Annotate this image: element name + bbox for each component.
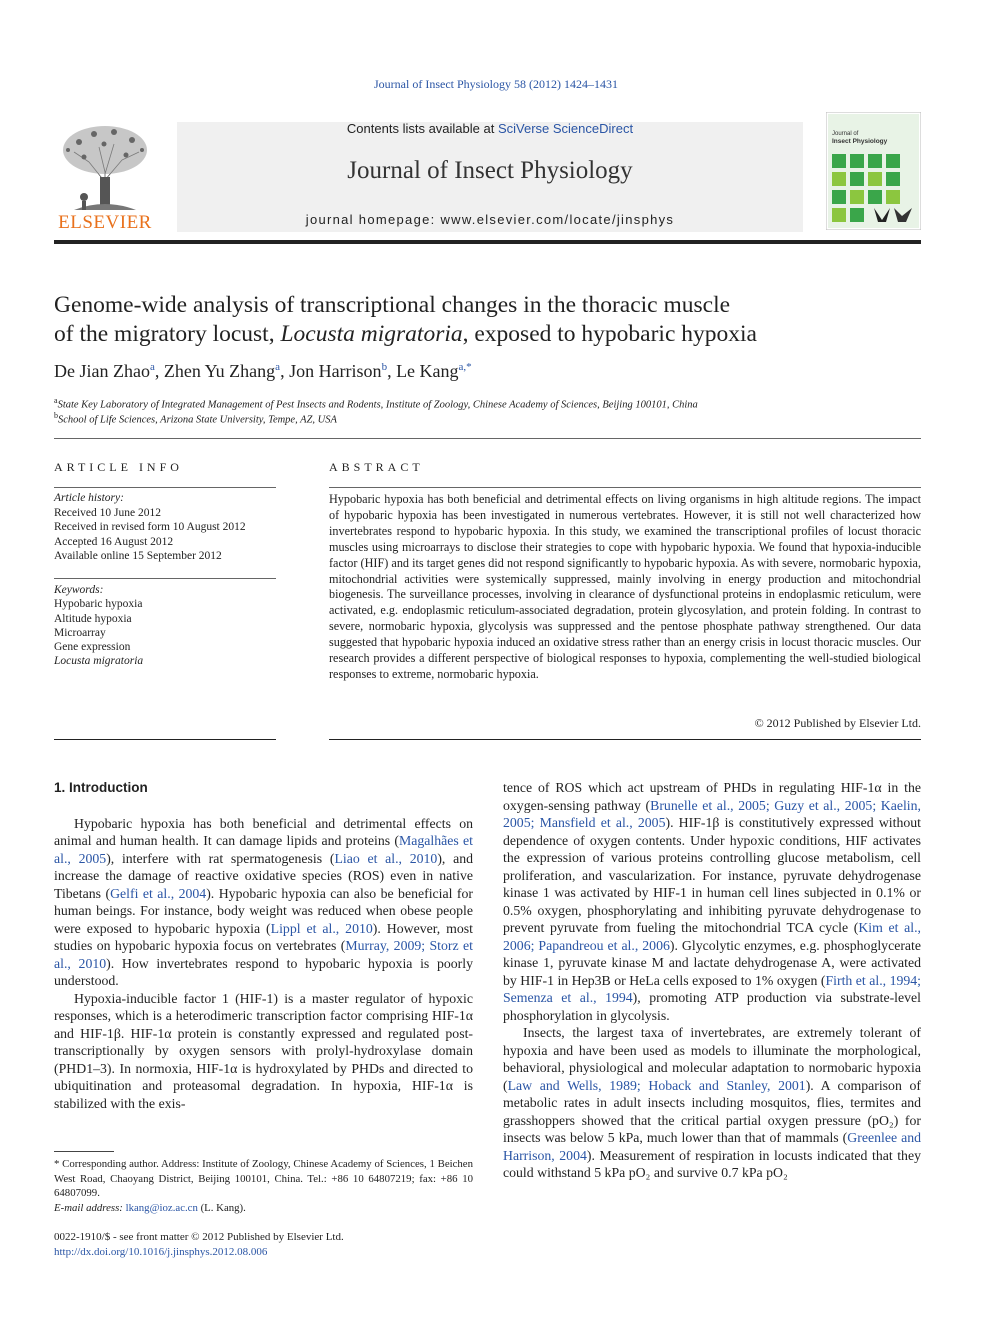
body-column-right	[503, 779, 921, 1182]
title-species: Locusta migratoria	[280, 321, 463, 347]
citation-link[interactable]: Gelfi et al., 2004	[110, 885, 207, 901]
divider	[54, 438, 921, 439]
contents-line	[177, 121, 803, 136]
affiliation-b	[54, 411, 924, 426]
cover-title-line1: Journal of	[832, 131, 859, 137]
citation-link[interactable]: Lippl et al., 2010	[270, 920, 373, 936]
sciencedirect-link[interactable]: SciVerse ScienceDirect	[497, 121, 634, 136]
keywords	[54, 583, 276, 669]
journal-reference[interactable]: Journal of Insect Physiology 58 (2012) 1424–1431	[374, 77, 618, 91]
history-label: Article history:	[54, 492, 124, 504]
history-item: Received 10 June 2012	[54, 506, 161, 519]
affil-mark: b	[54, 411, 58, 420]
divider	[54, 578, 276, 579]
affiliation-a	[54, 396, 924, 411]
contents-prefix: Contents lists available at	[346, 121, 498, 136]
keyword: Altitude hypoxia	[54, 612, 132, 625]
journal-homepage[interactable]: journal homepage: www.elsevier.com/locate/jinsphys	[305, 212, 675, 227]
paragraph: tence of ROS which act upstream of PHDs in regulating HIF-1α in the oxygen-sensing pathway (Brunelle et al., 2005; Guzy et al., 2005; Kaelin, 2005; Mansfield et al., 2005). HIF-1β is constitutively expressed without dependence of oxygen contents. Under hypoxic conditions, HIF activates the expression of various proteins controlling glucose metabolism, cell proliferation, and vascularization. For instance, pyruvate dehydrogenase kinase 1 was activated by HIF-1 in human cell lines subjected in 0.1% or 0.5% oxygen, phosphorylating and inhibiting pyruvate dehydrogenase to prevent pyruvate from fueling the mitochondrial TCA cycle (Kim et al., 2006; Papandreou et al., 2006). Glycolytic enzymes, e.g. phosphoglycerate kinase 1, pyruvate kinase M and lactate dehydrogenase A, were activated by HIF-1 in Hep3B or HeLa cells exposed to 1% oxygen (Firth et al., 1994; Semenza et al., 1994), promoting ATP production via substrate-level phosphorylation in glycolysis.	[503, 780, 922, 1023]
section-heading: 1. Introduction	[54, 780, 148, 795]
author-name[interactable]: Jon Harrison	[289, 361, 382, 381]
body-column-left	[54, 779, 473, 1112]
footnote-rule	[54, 1151, 114, 1152]
divider	[54, 739, 276, 740]
email-link[interactable]: lkang@ioz.ac.cn	[125, 1201, 198, 1214]
keyword: Gene expression	[54, 641, 131, 654]
citation-link[interactable]: Greenlee and Harrison, 2004	[503, 1130, 922, 1163]
keywords-label: Keywords:	[54, 584, 104, 596]
author-affil-mark[interactable]: b	[381, 361, 388, 373]
article-title	[54, 291, 924, 349]
email-label: E-mail address:	[54, 1201, 123, 1214]
affil-text: State Key Laboratory of Integrated Management of Pest Insects and Rodents, Institute of Zoology, Chinese Academy of Sciences, Beijing 100101, China	[57, 399, 698, 411]
divider	[329, 739, 921, 740]
affil-mark: a	[54, 396, 58, 405]
abstract-heading: ABSTRACT	[329, 460, 424, 474]
title-line1: Genome-wide analysis of transcriptional changes in the thoracic muscle	[54, 292, 731, 318]
divider	[329, 487, 921, 488]
citation-link[interactable]: Murray, 2009; Storz et al., 2010	[54, 938, 473, 971]
citation-link[interactable]: Law and Wells, 1989; Hoback and Stanley, 2001	[507, 1077, 806, 1093]
title-line2-pre: of the migratory locust,	[54, 321, 281, 347]
article-history	[54, 491, 276, 564]
abstract-text: Hypobaric hypoxia has both beneficial and detrimental effects on living organisms in high altitude regions. The impact of hypobaric hypoxia has been investigated in numerous vertebrates. However, it is still not well characterized how invertebrates respond to hypobaric hypoxia. In this study, we examined the transcriptional profiles of locust thoracic muscles using microarrays to disclose their strategies to cope with hypobaric hypoxia. We found that hypoxia-inducible factor (HIF) and its target genes did not respond significantly to hypobaric hypoxia. As with severe, normobaric hypoxia, mitochondrial activities were systemically suppressed, mainly involving in energy production and mitochondrial biogenesis. The surveillance processes, involving in clearance of dysfunctional proteins in endoplasmic reticulum, were activated, e.g. endoplasmic reticulum-associated degradation, protein glycosylation, and protein folding. In contrast to severe, normobaric hypoxia, glycolysis was suppressed and the pentose phosphate pathway strengthened. Our data suggested that hypobaric hypoxia induced an oxidative stress rather than an energy crisis in locust thoracic muscles. Our research provides a different perspective of biological responses to hypoxia, complementing the well-studied biological responses to extreme, normobaric hypoxia.	[329, 492, 921, 681]
article-info-heading: ARTICLE INFO	[54, 460, 183, 474]
affil-text: School of Life Sciences, Arizona State University, Tempe, AZ, USA	[58, 414, 337, 426]
corresponding-author-footnote	[54, 1157, 473, 1215]
journal-name: Journal of Insect Physiology	[347, 157, 633, 184]
cover-title-line2: Insect Physiology	[832, 138, 888, 145]
author-list: De Jian Zhao$^a$, Zhen Yu Zhang$^a$, Jon Harrison$^b$, Le Kang$^{a,*}$	[54, 361, 472, 381]
footnote-text: * Corresponding author. Address: Institute of Zoology, Chinese Academy of Sciences, 1 Beichen West Road, Chaoyang District, Beijing 100101, China. Tel.: +86 10 64807219; fax: +86 10 64807099.	[54, 1158, 473, 1199]
keyword: Hypobaric hypoxia	[54, 598, 143, 611]
email-line: E-mail address: lkang@ioz.ac.cn (L. Kang).	[54, 1201, 246, 1214]
author-name[interactable]: Zhen Yu Zhang	[163, 361, 276, 381]
citation-link[interactable]: Brunelle et al., 2005; Guzy et al., 2005; Kaelin, 2005; Mansfield et al., 2005	[503, 797, 921, 830]
citation-link[interactable]: Firth et al., 1994; Semenza et al., 1994	[503, 972, 921, 1005]
history-item: Available online 15 September 2012	[54, 550, 222, 562]
divider	[54, 487, 276, 488]
title-line2-post: , exposed to hypobaric hypoxia	[462, 321, 757, 347]
paragraph: Insects, the largest taxa of invertebrates, are extremely tolerant of hypoxia and have been used as models to illuminate the morphological, behavioral, physiological and molecular adaptation to normobaric hypoxia (Law and Wells, 1989; Hoback and Stanley, 2001). A comparison of metabolic rates in adult insects including mosquitos, flies, termites and grasshoppers showed that the critical partial oxygen pressure (pO₂) for insects was below 5 kPa, much lower than that of mammals (Greenlee and Harrison, 2004). Measurement of respiration in locusts indicated that they could withstand 5 kPa pO₂ and survive 0.7 kPa pO₂	[503, 1025, 922, 1180]
paragraph: Hypoxia-inducible factor 1 (HIF-1) is a master regulator of hypoxic responses, which is a heterodimeric transcription factor comprising HIF-1α and HIF-1β. HIF-1α protein is constantly expressed and regulated post-transcriptionally by oxygen sensors with prolyl-hydroxylase domain (PHD1–3). In normoxia, HIF-1α is hydroxylated by PHDs and directed to ubiquitination and proteasomal degradation. In hypoxia, HIF-1α is stabilized with the exis-	[54, 990, 473, 1111]
author-affil-mark[interactable]: a	[149, 361, 155, 373]
masthead-rule	[54, 240, 921, 244]
doi-link[interactable]: http://dx.doi.org/10.1016/j.jinsphys.2012.08.006	[54, 1245, 268, 1258]
citation-link[interactable]: Liao et al., 2010	[334, 850, 438, 866]
citation-link[interactable]: Kim et al., 2006; Papandreou et al., 2006	[503, 920, 921, 953]
author-name[interactable]: De Jian Zhao	[54, 361, 150, 381]
journal-cover-image	[826, 112, 921, 230]
paragraph: Hypobaric hypoxia has both beneficial and detrimental effects on animal and human health. It can damage lipids and proteins (Magalhães et al., 2005), interfere with rat spermatogenesis (Liao et al., 2010), and increase the damage of reactive oxidative species (ROS) even in native Tibetans (Gelfi et al., 2004). Hypobaric hypoxia can also be beneficial for human beings. For instance, body weight was reduced when obese people were exposed to hypobaric hypoxia (Lippl et al., 2010). However, most studies on hypobaric hypoxia focus on vertebrates (Murray, 2009; Storz et al., 2010). How invertebrates respond to hypobaric hypoxia is poorly understood.	[54, 815, 474, 988]
citation-link[interactable]: Magalhães et al., 2005	[54, 833, 473, 866]
author-affil-mark[interactable]: a	[275, 361, 281, 373]
copyright: © 2012 Published by Elsevier Ltd.	[754, 716, 921, 730]
author-affil-mark[interactable]: a,*	[458, 361, 472, 373]
keyword: Microarray	[54, 626, 106, 639]
keyword: Locusta migratoria	[54, 655, 144, 668]
history-item: Received in revised form 10 August 2012	[54, 521, 246, 533]
author-name[interactable]: Le Kang	[396, 361, 459, 381]
history-item: Accepted 16 August 2012	[54, 535, 174, 548]
issn-line: 0022-1910/$ - see front matter © 2012 Published by Elsevier Ltd.	[54, 1231, 344, 1243]
elsevier-wordmark: ELSEVIER	[58, 212, 152, 233]
bottom-meta	[54, 1230, 473, 1259]
